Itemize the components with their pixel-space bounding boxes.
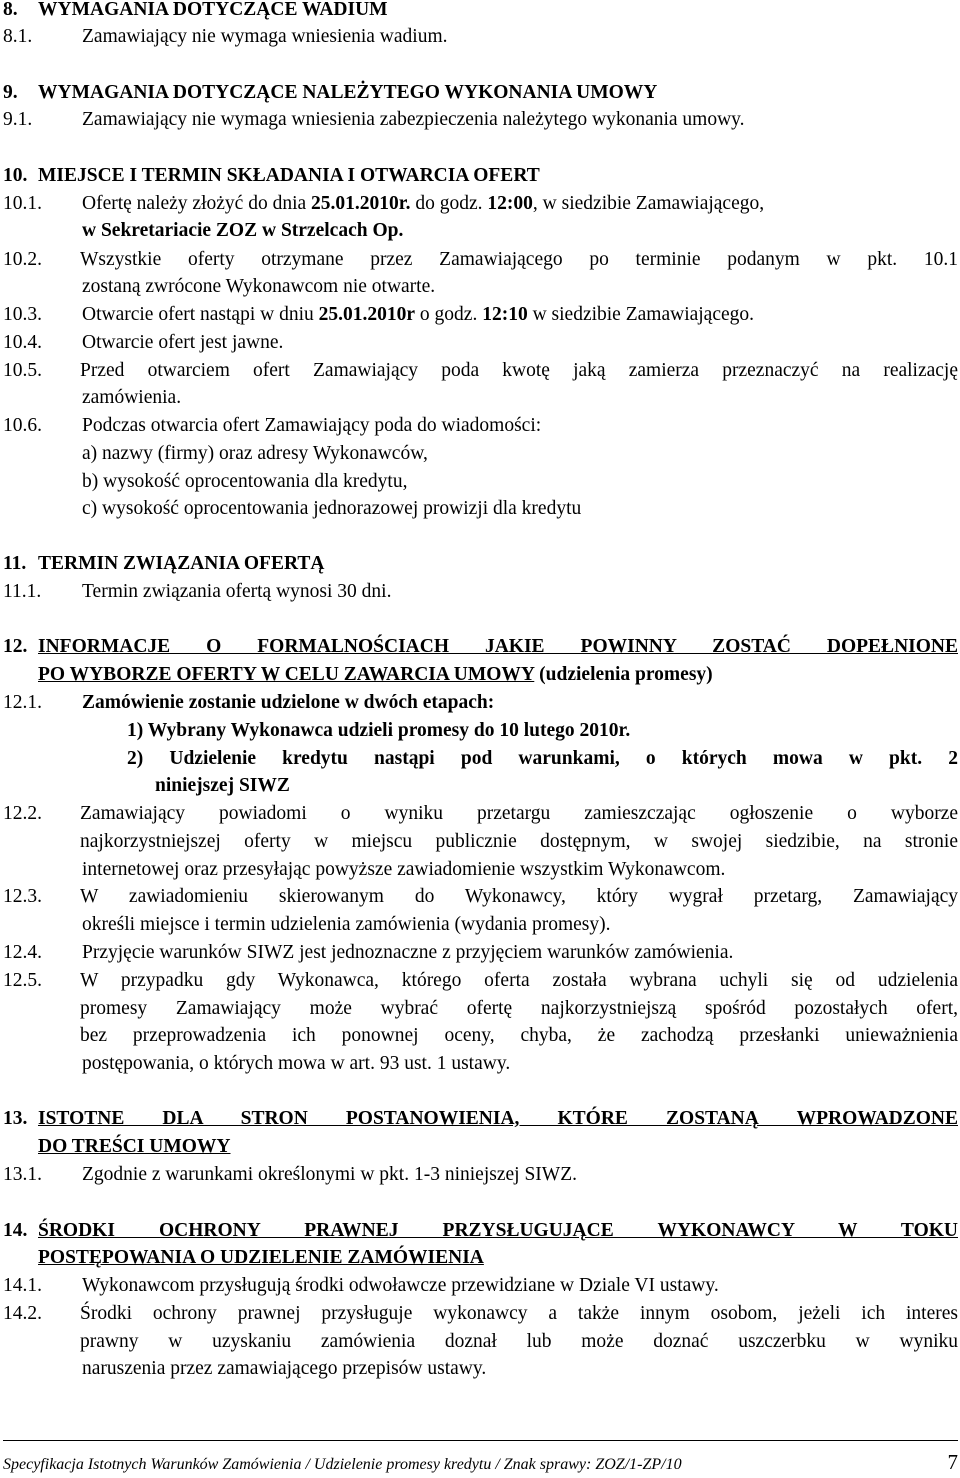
footer-text: Specyfikacja Istotnych Warunków Zamówienia / Udzielenie promesy kredytu / Znak sprawy: ZOZ/1-ZP/10 [3, 1456, 682, 1473]
page-footer [3, 1440, 958, 1474]
document-page: 8. WYMAGANIA DOTYCZĄCE WADIUM 8.1. Zamawiający nie wymaga wniesienia wadium. 9. WYMAGANIA DOTYCZĄCE NALEŻYTEGO WYKONANIA UMOWY 9.1. Zamawiający nie wymaga wniesienia zabezpieczenia należytego wykonania umowy. 10. MIEJSCE I TERMIN SKŁADANIA I OTWARCIA OFERT 10.1. Ofertę należy złożyć do dnia 25.01.2010r. do godz. 12:00, w siedzibie Zamawiającego, w Sekretariacie ZOZ w Strzelcach Op. 10.2. Wszystkie oferty otrzymane przez Zamawiającego po terminie podanym w pkt. 10.1 zostaną zwrócone Wykonawcom nie otwarte. 10.3. Otwarcie ofert nastąpi w dniu 25.01.2010r o godz. 12:10 w siedzibie Zamawiającego. 10.4. Otwarcie ofert jest jawne. 10.5. Przed otwarciem ofert Zamawiający poda kwotę jaką zamierza przeznaczyć na realizację zamówienia. 10.6. Podczas otwarcia ofert Zamawiający poda do wiadomości: a) nazwy (firmy) oraz adresy Wykonawców, b) wysokość oprocentowania dla kredytu, c) wysokość oprocentowania jednorazowej prowizji dla kredytu 11. TERMIN ZWIĄZANIA OFERTĄ 11.1. Termin związania ofertą wynosi 30 dni. 12. INFORMACJE O FORMALNOŚCIACH JAKIE POWINNY ZOSTAĆ DOPEŁNIONE PO WYBORZE OFERTY W CELU ZAWARCIA UMOWY (udzielenia promesy) 12.1. Zamówienie zostanie udzielone w dwóch etapach: 1) Wybrany Wykonawca udzieli promesy do 10 lutego 2010r. 2) Udzielenie kredytu nastąpi pod warunkami, o których mowa w pkt. 2 niniejszej SIWZ 12.2. Zamawiający powiadomi o wyniku przetargu zamieszczając ogłoszenie o wyborze najkorzystniejszej oferty w miejscu publicznie dostępnym, w swojej siedzibie, na stronie internetowej oraz przesyłając powyższe zawiadomienie wszystkim Wykonawcom. 12.3. W zawiadomieniu skierowanym do Wykonawcy, który wygrał przetarg, Zamawiający określi miejsce i termin udzielenia zamówienia (wydania promesy). 12.4. Przyjęcie warunków SIWZ jest jednoznaczne z przyjęciem warunków zamówienia. 12.5. W przypadku gdy Wykonawca, którego oferta została wybrana uchyli się od udzielenia promesy Zamawiający może wybrać ofertę najkorzystniejszą spośród pozostałych ofert, bez przeprowadzenia ich ponownej oceny, chyba, że zachodzą przesłanki unieważnienia postępowania, o których mowa w art. 93 ust. 1 ustawy. 13. ISTOTNE DLA STRON POSTANOWIENIA, KTÓRE ZOSTANĄ WPROWADZONE DO TREŚCI UMOWY 13.1. Zgodnie z warunkami określonymi w pkt. 1-3 niniejszej SIWZ. 14. ŚRODKI OCHRONY PRAWNEJ PRZYSŁUGUJĄCE WYKONAWCY W TOKU POSTĘPOWANIA O UDZIELENIE ZAMÓWIENIA 14.1. Wykonawcom przysługują środki odwoławcze przewidziane w Dziale VI ustawy. 14.2. Środki ochrony prawnej przysługuje wykonawcy a także innym osobom, jeżeli ich interes prawny w uzyskaniu zamówienia doznał lub może doznać uszczerbku w wyniku naruszenia przez zamawiającego przepisów ustawy. Specyfikacja Istotnych Warunków Zamówienia / Udzielenie promesy kredytu / Znak sprawy: ZOZ/1-ZP/10 7 [0, 0, 960, 1477]
page-number: 7 [947, 1450, 958, 1474]
